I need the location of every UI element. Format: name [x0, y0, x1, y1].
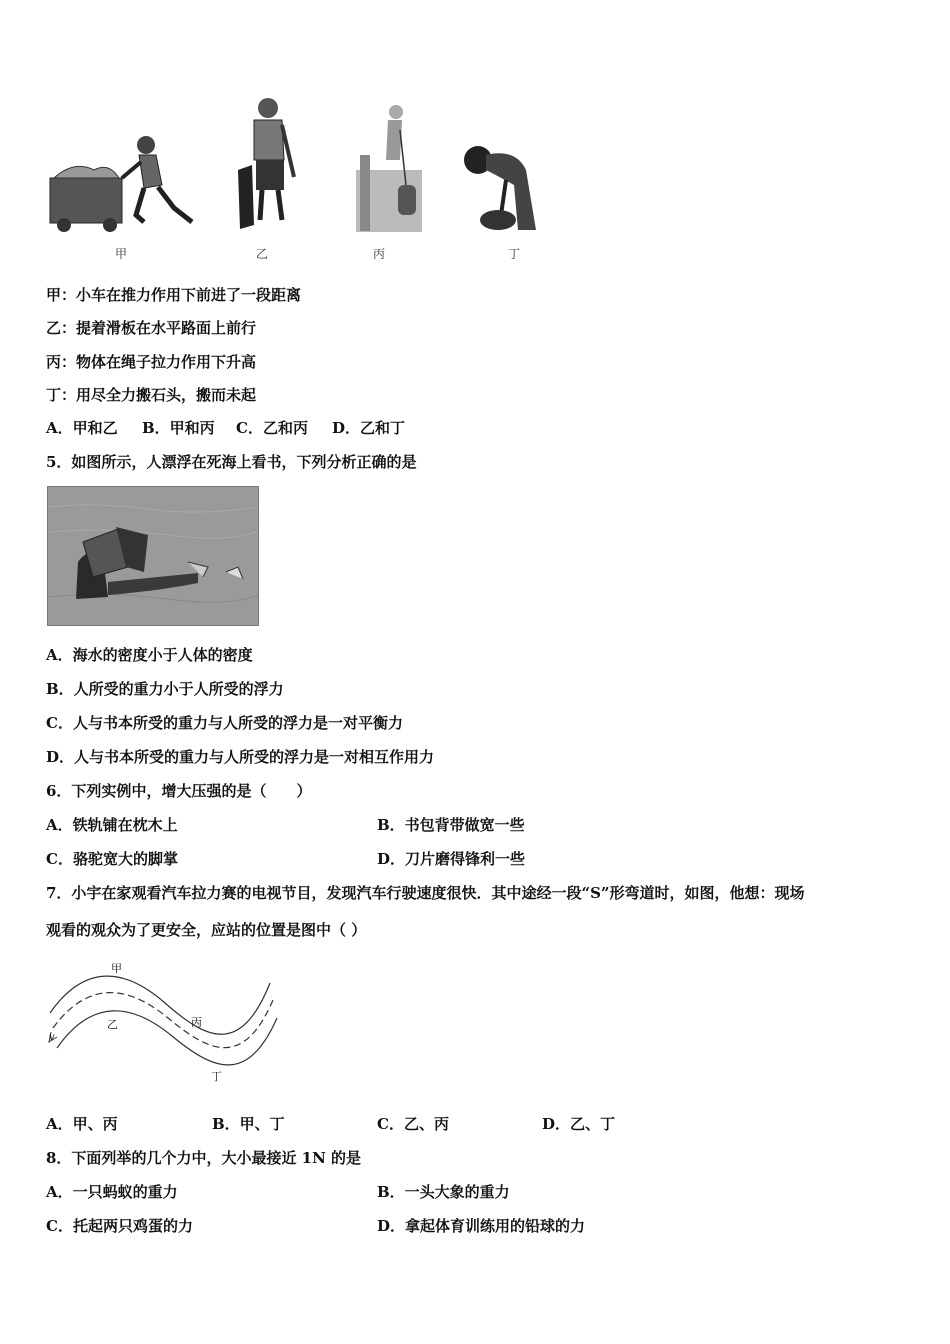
q4-line-ding: 丁：用尽全力搬石头，搬而未起 — [46, 386, 257, 404]
q5-option-c: C．人与书本所受的重力与人所受的浮力是一对平衡力 — [46, 714, 403, 732]
q5-option-b: B．人所受的重力小于人所受的浮力 — [46, 680, 284, 698]
caption-ding: 丁 — [508, 247, 521, 261]
q7-option-a: A．甲、丙 — [46, 1115, 118, 1133]
road-label-yi: 乙 — [107, 1018, 118, 1031]
caption-bing: 丙 — [373, 247, 386, 261]
scene-yi-image — [232, 95, 302, 235]
road-label-bing: 丙 — [191, 1016, 202, 1029]
caption-jia: 甲 — [115, 247, 128, 261]
q5-option-a: A．海水的密度小于人体的密度 — [46, 646, 253, 664]
scene-bing-image — [356, 100, 426, 235]
road-label-jia: 甲 — [111, 962, 122, 975]
q7-option-b: B．甲、丁 — [212, 1115, 285, 1133]
road-label-v: v — [49, 1032, 55, 1043]
q8-option-d: D．拿起体育训练用的铅球的力 — [377, 1217, 586, 1235]
q6-option-c: C．骆驼宽大的脚掌 — [46, 850, 178, 868]
q7-stem-line2: 观看的观众为了更安全，应站的位置是图中（ ） — [46, 921, 367, 939]
q6-option-b: B．书包背带做宽一些 — [377, 816, 525, 834]
scene-ding-image — [456, 140, 546, 235]
figure-work-scenes — [44, 95, 554, 265]
q6-option-d: D．刀片磨得锋利一些 — [377, 850, 526, 868]
q4-option-d: D．乙和丁 — [332, 419, 406, 437]
q5-option-d: D．人与书本所受的重力与人所受的浮力是一对相互作用力 — [46, 748, 435, 766]
q8-stem: 8．下面列举的几个力中，大小最接近 1N 的是 — [46, 1149, 362, 1167]
q4-option-c: C．乙和丙 — [236, 419, 308, 437]
q6-stem: 6．下列实例中，增大压强的是（ ） — [46, 782, 312, 800]
q8-option-b: B．一头大象的重力 — [377, 1183, 510, 1201]
caption-yi: 乙 — [256, 247, 269, 261]
q8-option-c: C．托起两只鸡蛋的力 — [46, 1217, 193, 1235]
q6-option-a: A．铁轨铺在枕木上 — [46, 816, 178, 834]
scene-jia-image — [44, 130, 199, 235]
q4-line-jia: 甲：小车在推力作用下前进了一段距离 — [46, 286, 302, 304]
road-label-ding: 丁 — [211, 1070, 222, 1083]
q5-dead-sea-photo — [47, 486, 259, 626]
q4-line-yi: 乙：提着滑板在水平路面上前行 — [46, 319, 257, 337]
q8-option-a: A．一只蚂蚁的重力 — [46, 1183, 178, 1201]
q7-stem-line1: 7．小宇在家观看汽车拉力赛的电视节目，发现汽车行驶速度很快．其中途经一段“S”形弯道时，如图，他想：现场 — [46, 884, 805, 902]
q7-s-curve-road-diagram — [45, 958, 280, 1086]
q4-option-b: B．甲和丙 — [142, 419, 215, 437]
q5-stem: 5．如图所示，人漂浮在死海上看书，下列分析正确的是 — [46, 453, 417, 471]
q4-option-a: A．甲和乙 — [46, 419, 118, 437]
q4-line-bing: 丙：物体在绳子拉力作用下升高 — [46, 353, 257, 371]
q7-option-d: D．乙、丁 — [542, 1115, 616, 1133]
q7-option-c: C．乙、丙 — [377, 1115, 449, 1133]
